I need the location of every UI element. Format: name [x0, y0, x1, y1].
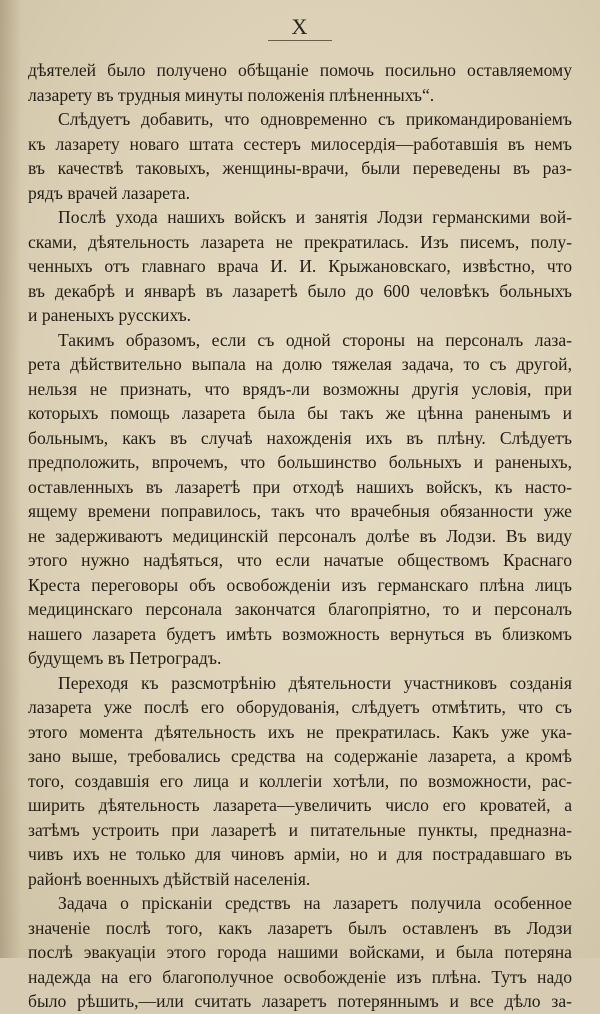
- text-line: ченныхъ отъ главнаго врача И. И. Крыжановскаго, извѣстно, что: [28, 256, 572, 276]
- text-line: Креста переговоры объ освобожденіи изъ германскаго плѣна лицъ: [28, 574, 572, 595]
- text-line: оставленныхъ въ лазаретѣ при отходѣ нашихъ войскъ, къ насто-: [28, 476, 572, 497]
- text-line: Задача о прісканіи средствъ на лазаретъ получила особенное: [58, 893, 572, 913]
- text-line: затѣмъ устроить при лазаретѣ и питательные пункты, предназна-: [28, 819, 572, 840]
- text-line: надежда на его благополучное освобожденіе изъ плѣна. Тутъ надо: [28, 966, 572, 987]
- text-line: рета дѣйствительно выпала на долю тяжелая задача, то съ другой,: [28, 354, 572, 374]
- page-number-rule: [268, 40, 332, 41]
- text-line: Переходя къ разсмотрѣнію дѣятельности участниковъ созданія: [58, 672, 572, 693]
- text-line: нельзя не признать, что врядъ-ли возможны другія условія, при: [28, 378, 572, 399]
- text-line: лазарета уже послѣ его оборудованія, слѣдуетъ отмѣтить, что съ: [28, 697, 572, 717]
- text-line: того, создавшія его лица и коллегіи хотѣли, по возможности, рас-: [28, 770, 572, 791]
- text-line: послѣ эвакуаціи этого города нашими войсками, и была потеряна: [28, 942, 572, 962]
- paragraph-p5: [28, 671, 572, 892]
- paragraph-p6: [28, 891, 572, 1014]
- text-line: медицинскаго персонала закончатся благопріятно, то и персоналъ: [28, 599, 572, 619]
- text-line: районѣ военныхъ дѣйствій населенія.: [28, 868, 311, 889]
- text-line: въ качествѣ таковыхъ, женщины-врачи, были переведены въ раз-: [28, 158, 572, 178]
- text-line: предположить, впрочемъ, что большинство больныхъ и раненыхъ,: [28, 452, 572, 472]
- body-text: [28, 58, 572, 1014]
- paragraph-p2: [28, 107, 572, 205]
- text-line: въ декабрѣ и январѣ въ лазаретѣ было до 600 человѣкъ больныхъ: [28, 280, 572, 301]
- text-line: этого момента дѣятельность ихъ не прекратилась. Какъ уже ука-: [28, 721, 572, 742]
- text-line: нашего лазарета будетъ имѣть возможность вернуться въ близкомъ: [28, 623, 572, 644]
- text-line: Такимъ образомъ, если съ одной стороны на персоналъ лаза-: [58, 329, 572, 350]
- text-line: сками, дѣятельность лазарета не прекратилась. Изъ писемъ, полу-: [28, 231, 572, 252]
- text-line: ширить дѣятельность лазарета—увеличить число его кроватей, а: [28, 795, 572, 815]
- text-line: было рѣшить,—или считать лазаретъ потеряннымъ и все дѣло за-: [28, 991, 572, 1011]
- text-line: лазарету въ трудныя минуты положенія плѣненныхъ“.: [28, 84, 435, 105]
- paragraph-p3: [28, 205, 572, 328]
- text-line: зано выше, требовались средства на содержаніе лазарета, а кромѣ: [28, 746, 572, 766]
- text-line: не задерживаютъ медицинскій персоналъ долѣе въ Лодзи. Въ виду: [28, 525, 572, 546]
- page-number: X: [291, 14, 309, 39]
- text-line: этого нужно надѣяться, что если начатые обществомъ Краснаго: [28, 550, 572, 570]
- text-line: чивъ ихъ не только для чиновъ арміи, но и для пострадавшаго въ: [28, 844, 572, 864]
- text-line: будущемъ въ Петроградъ.: [28, 648, 222, 668]
- page-gutter-shadow: [0, 0, 22, 958]
- text-line: значеніе послѣ того, какъ лазаретъ былъ оставленъ въ Лодзи: [28, 917, 572, 938]
- text-line: къ лазарету новаго штата сестеръ милосердія—работавшія въ немъ: [28, 133, 572, 154]
- paragraph-p1: [28, 58, 572, 107]
- paragraph-p4: [28, 328, 572, 671]
- text-line: дѣятелей было получено обѣщаніе помочь посильно оставляемому: [28, 60, 572, 80]
- text-line: которыхъ помощь лазарета была бы такъ же цѣнна раненымъ и: [28, 403, 572, 423]
- text-line: и раненыхъ русскихъ.: [28, 305, 192, 325]
- text-line: Послѣ ухода нашихъ войскъ и занятія Лодзи германскими вой-: [58, 207, 572, 227]
- text-line: Слѣдуетъ добавить, что одновременно съ прикомандированіемъ: [58, 109, 572, 129]
- text-line: больнымъ, какъ въ случаѣ нахожденія ихъ въ плѣну. Слѣдуетъ: [28, 427, 572, 448]
- text-line: ящему времени поправилось, такъ что врачебныя обязанности уже: [28, 501, 572, 521]
- text-line: рядъ врачей лазарета.: [28, 182, 191, 203]
